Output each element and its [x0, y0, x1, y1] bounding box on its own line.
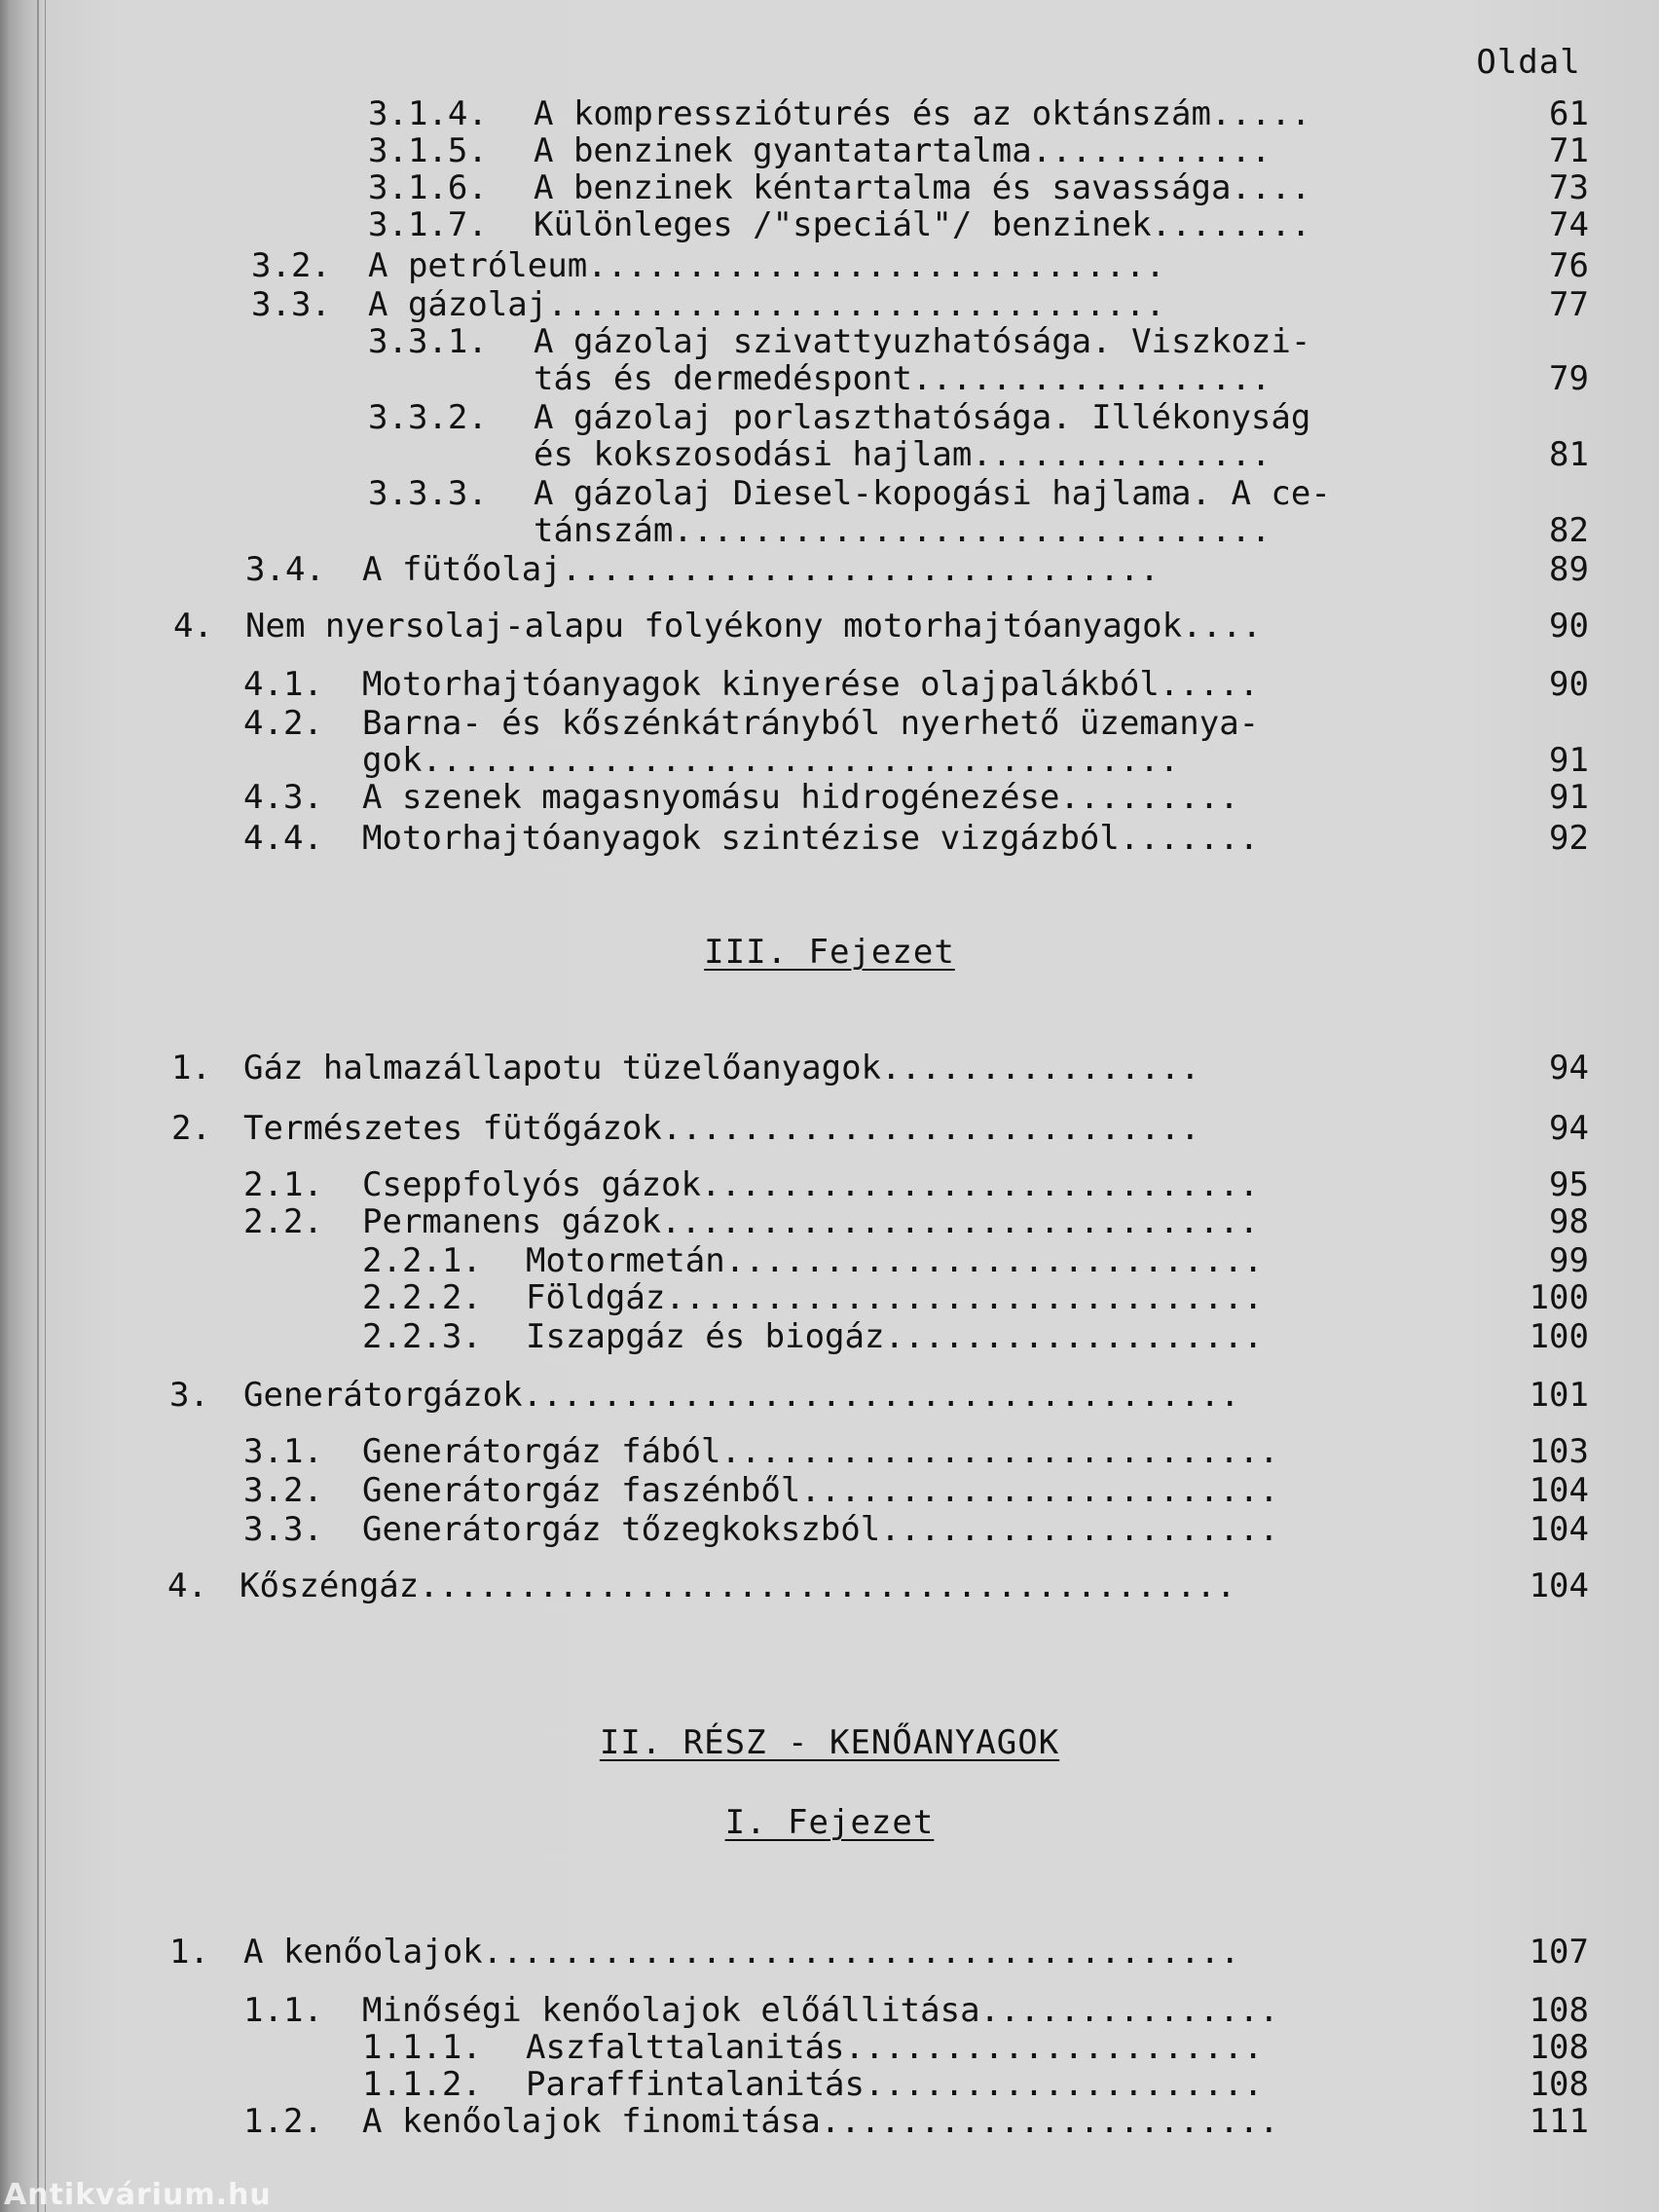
toc-entry-title: A kompresszióturés és az oktánszám.....: [534, 95, 1311, 132]
toc-entry-number: 3.2.: [251, 246, 331, 285]
toc-entry-continuation: [0, 512, 1659, 549]
toc-entry-page: 94: [1549, 1049, 1589, 1088]
toc-entry: [0, 132, 1659, 169]
toc-entry-page: 82: [1549, 511, 1589, 550]
toc-entry: [0, 206, 1659, 243]
toc-entry-continuation: [0, 360, 1659, 397]
toc-entry-title: Paraffintalanitás....................: [526, 2066, 1264, 2103]
toc-entry-title: Generátorgáz tőzegkokszból....................: [362, 1511, 1279, 1548]
toc-entry-number: 1.1.2.: [362, 2065, 482, 2104]
toc-entry-number: 3.1.6.: [368, 168, 488, 207]
toc-entry-number: 4.3.: [243, 778, 323, 817]
toc-entry-title: Motorhajtóanyagok kinyerése olajpalákból.....: [362, 666, 1260, 703]
toc-entry-number: 3.1.5.: [368, 131, 488, 170]
toc-entry-title: tás és dermedéspont..................: [534, 360, 1272, 397]
toc-entry: [0, 820, 1659, 857]
toc-entry-title: A kenőolajok finomitása.......................: [362, 2103, 1279, 2140]
toc-entry-page: 100: [1529, 1317, 1589, 1356]
watermark: Antikvárium.hu: [4, 2179, 272, 2212]
toc-entry-title: A gázolaj Diesel-kopogási hajlama. A ce-: [534, 475, 1331, 512]
toc-entry: [0, 323, 1659, 360]
toc-entry-page: 100: [1529, 1278, 1589, 1317]
toc-entry-number: 1.2.: [243, 2102, 323, 2141]
toc-entry-title: A gázolaj...............................: [368, 286, 1165, 323]
toc-entry-page: 94: [1549, 1109, 1589, 1148]
toc-entry-number: 3.2.: [243, 1471, 323, 1510]
toc-entry-page: 71: [1549, 131, 1589, 170]
toc-entry-title: Földgáz..............................: [526, 1279, 1264, 1316]
toc-entry-title: Kőszéngáz.........................................: [240, 1567, 1236, 1604]
toc-entry-number: 3.3.: [243, 1510, 323, 1549]
toc-entry-page: 103: [1529, 1432, 1589, 1471]
toc-entry-title: Motormetán...........................: [526, 1242, 1264, 1279]
toc-entry-number: 3.1.4.: [368, 94, 488, 133]
toc-entry-number: 3.1.: [243, 1432, 323, 1471]
toc-entry: [0, 1279, 1659, 1316]
toc-entry: [0, 2029, 1659, 2066]
toc-entry-number: 3.1.7.: [368, 205, 488, 244]
toc-entry-page: 108: [1529, 2065, 1589, 2104]
toc-entry-page: 98: [1549, 1202, 1589, 1241]
toc-entry: [0, 779, 1659, 816]
toc-entry-number: 3.3.2.: [368, 398, 488, 437]
toc-entry: [0, 705, 1659, 742]
toc-entry-page: 90: [1549, 607, 1589, 645]
toc-entry-number: 4.2.: [243, 704, 323, 743]
toc-entry-page: 108: [1529, 1991, 1589, 2030]
toc-entry-title: Cseppfolyós gázok............................: [362, 1166, 1260, 1203]
toc-entry: [0, 1318, 1659, 1355]
toc-entry: [0, 1433, 1659, 1470]
toc-entry-number: 4.: [173, 607, 213, 645]
toc-entry: [0, 399, 1659, 436]
toc-entry-number: 3.3.: [251, 285, 331, 324]
toc-entry-title: Különleges /"speciál"/ benzinek........: [534, 206, 1311, 243]
toc-entry-number: 4.4.: [243, 819, 323, 858]
toc-entry-number: 2.2.2.: [362, 1278, 482, 1317]
toc-entry-page: 99: [1549, 1241, 1589, 1280]
chapter-heading: III. Fejezet: [704, 933, 955, 972]
toc-entry-title: A petróleum.............................: [368, 247, 1165, 284]
toc-entry: [0, 169, 1659, 206]
toc-entry: [0, 247, 1659, 284]
toc-entry: [0, 1934, 1659, 1971]
toc-entry: [0, 608, 1659, 645]
toc-entry: [0, 1203, 1659, 1240]
toc-entry-number: 3.3.1.: [368, 322, 488, 361]
toc-entry: [0, 1511, 1659, 1548]
toc-entry-title: és kokszosodási hajlam...............: [534, 436, 1272, 473]
toc-entry-page: 107: [1529, 1933, 1589, 1972]
toc-entry-title: Generátorgázok....................................: [243, 1377, 1240, 1414]
toc-entry-page: 104: [1529, 1510, 1589, 1549]
toc-entry-page: 61: [1549, 94, 1589, 133]
toc-entry-page: 73: [1549, 168, 1589, 207]
toc-entry-number: 2.2.3.: [362, 1317, 482, 1356]
toc-entry-title: Generátorgáz fából............................: [362, 1433, 1279, 1470]
toc-entry-page: 95: [1549, 1165, 1589, 1204]
toc-entry: [0, 1567, 1659, 1604]
toc-entry-page: 90: [1549, 665, 1589, 704]
toc-entry-number: 2.2.1.: [362, 1241, 482, 1280]
toc-entry-page: 92: [1549, 819, 1589, 858]
toc-entry-page: 111: [1529, 2102, 1589, 2141]
toc-entry-title: A fütőolaj..............................: [362, 551, 1160, 588]
toc-entry-title: tánszám..............................: [534, 512, 1272, 549]
toc-entry-page: 91: [1549, 741, 1589, 780]
toc-entry-title: Gáz halmazállapotu tüzelőanyagok................: [243, 1050, 1200, 1087]
toc-entry: [0, 1377, 1659, 1414]
toc-entry: [0, 1050, 1659, 1087]
toc-entry: [0, 1110, 1659, 1147]
toc-entry: [0, 475, 1659, 512]
chapter-heading: I. Fejezet: [724, 1803, 935, 1842]
toc-entry: [0, 666, 1659, 703]
toc-entry-title: A benzinek gyantatartalma............: [534, 132, 1272, 169]
toc-entry-number: 1.: [171, 1049, 211, 1088]
toc-entry-number: 3.4.: [245, 550, 325, 589]
toc-entry-page: 76: [1549, 246, 1589, 285]
toc-entry: [0, 286, 1659, 323]
toc-entry-title: A gázolaj szivattyuzhatósága. Viszkozi-: [534, 323, 1311, 360]
toc-entry-number: 2.1.: [243, 1165, 323, 1204]
toc-entry-page: 77: [1549, 285, 1589, 324]
toc-entry: [0, 1166, 1659, 1203]
toc-entry: [0, 1992, 1659, 2029]
toc-entry-number: 3.: [169, 1376, 209, 1415]
toc-entry-title: Generátorgáz faszénből........................: [362, 1472, 1279, 1509]
toc-entry-title: A gázolaj porlaszthatósága. Illékonyság: [534, 399, 1311, 436]
toc-entry-page: 89: [1549, 550, 1589, 589]
toc-entry-page: 104: [1529, 1471, 1589, 1510]
toc-entry: [0, 95, 1659, 132]
toc-entry: [0, 551, 1659, 588]
toc-entry-number: 1.1.: [243, 1991, 323, 2030]
toc-entry-number: 3.3.3.: [368, 474, 488, 513]
toc-entry-continuation: [0, 436, 1659, 473]
toc-entry-title: A kenőolajok......................................: [243, 1934, 1240, 1971]
toc-entry-number: 1.: [169, 1933, 209, 1972]
toc-entry-page: 104: [1529, 1567, 1589, 1605]
toc-entry-title: Minőségi kenőolajok előállitása...............: [362, 1992, 1279, 2029]
toc-entry-continuation: [0, 742, 1659, 779]
toc-entry-title: Barna- és kőszénkátrányból nyerhető üzemanya-: [362, 705, 1260, 742]
toc-entry-title: Aszfalttalanitás.....................: [526, 2029, 1264, 2066]
toc-entry: [0, 2103, 1659, 2140]
toc-entry-page: 81: [1549, 435, 1589, 474]
page-column-header: Oldal: [1476, 43, 1581, 82]
toc-entry-number: 4.1.: [243, 665, 323, 704]
toc-entry-title: A benzinek kéntartalma és savassága....: [534, 169, 1311, 206]
toc-entry-title: Permanens gázok..............................: [362, 1203, 1260, 1240]
toc-entry-title: gok......................................: [362, 742, 1180, 779]
toc-entry-page: 74: [1549, 205, 1589, 244]
toc-entry-title: Iszapgáz és biogáz...................: [526, 1318, 1264, 1355]
toc-entry-title: A szenek magasnyomásu hidrogénezése.........: [362, 779, 1239, 816]
toc-entry-number: 2.: [171, 1109, 211, 1148]
toc-entry-page: 79: [1549, 359, 1589, 398]
toc-entry-title: Természetes fütőgázok...........................: [243, 1110, 1200, 1147]
toc-entry-title: Motorhajtóanyagok szintézise vizgázból.......: [362, 820, 1260, 857]
toc-entry: [0, 1242, 1659, 1279]
toc-entry-number: 4.: [167, 1567, 207, 1605]
part-heading: II. RÉSZ - KENŐANYAGOK: [599, 1723, 1060, 1762]
toc-entry: [0, 1472, 1659, 1509]
toc-entry-title: Nem nyersolaj-alapu folyékony motorhajtóanyagok....: [245, 608, 1262, 645]
toc-entry-page: 108: [1529, 2028, 1589, 2067]
toc-entry-number: 2.2.: [243, 1202, 323, 1241]
toc-entry-number: 1.1.1.: [362, 2028, 482, 2067]
toc-entry: [0, 2066, 1659, 2103]
toc-entry-page: 91: [1549, 778, 1589, 817]
toc-entry-page: 101: [1529, 1376, 1589, 1415]
